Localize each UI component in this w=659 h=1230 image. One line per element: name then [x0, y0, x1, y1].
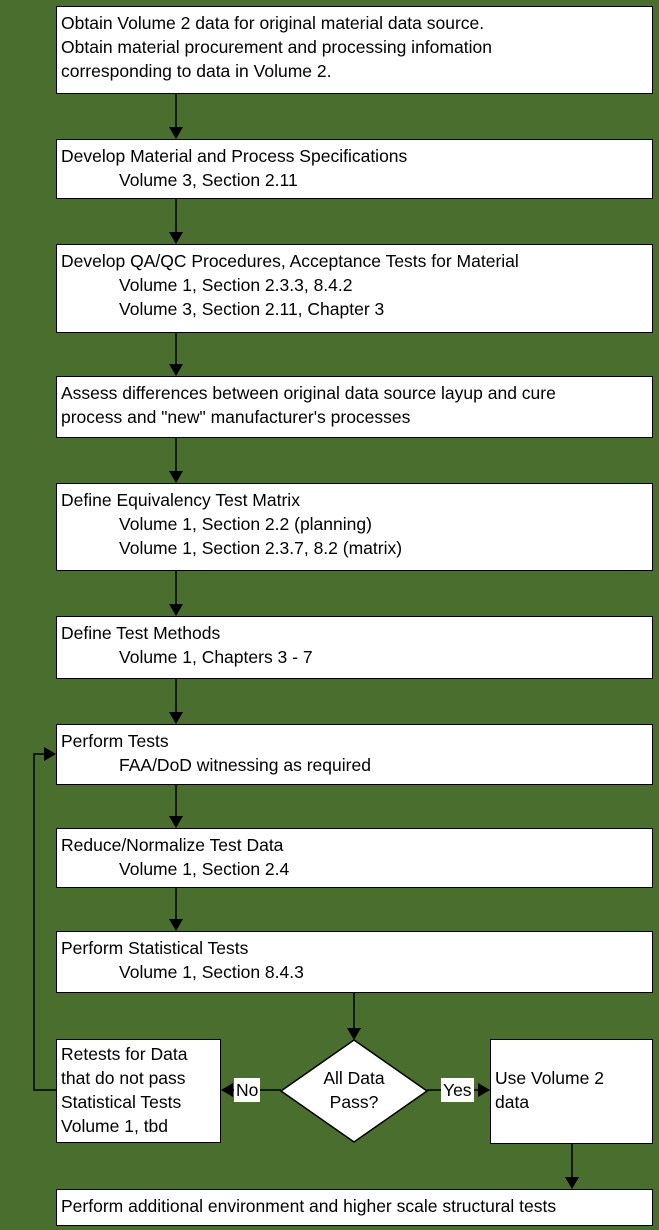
text-line: Use Volume 2: [495, 1068, 604, 1088]
text-line: All Data: [323, 1068, 385, 1088]
step-define-methods: [56, 616, 653, 679]
text-line: process and "new" manufacturer's processes: [61, 407, 411, 427]
step-title: Develop Material and Process Specifications: [61, 146, 408, 166]
text-line: data: [495, 1092, 530, 1112]
text-line: Assess differences between original data source layup and cure: [61, 383, 556, 403]
text-line: Obtain Volume 2 data for original material data source.: [61, 13, 485, 33]
step-perform-tests: [56, 724, 653, 785]
step-reference: Volume 1, Chapters 3 - 7: [119, 647, 313, 667]
decision-label: [300, 1066, 408, 1114]
step-title: Reduce/Normalize Test Data: [61, 835, 284, 855]
step-reference: Volume 1, Section 2.2 (planning): [119, 514, 372, 534]
step-reference: Volume 3, Section 2.11, Chapter 3: [119, 299, 385, 319]
step-title: Perform Tests: [61, 731, 169, 751]
text-line: Retests for Data: [61, 1044, 188, 1064]
step-reference: Volume 1, Section 2.3.7, 8.2 (matrix): [119, 538, 403, 558]
text-line: that do not pass: [61, 1068, 186, 1088]
step-reference: Volume 1, Section 8.4.3: [119, 962, 304, 982]
step-develop-qa: [56, 244, 653, 333]
step-reference: Volume 1, Section 2.3.3, 8.4.2: [119, 275, 353, 295]
text-line: Perform additional environment and higher scale structural tests: [61, 1196, 557, 1216]
step-additional-tests: [56, 1189, 653, 1226]
step-title: Develop QA/QC Procedures, Acceptance Tests for Material: [61, 251, 519, 271]
step-obtain-data: [56, 6, 653, 94]
text-line: Statistical Tests: [61, 1092, 182, 1112]
step-define-matrix: [56, 483, 653, 571]
step-title: Define Equivalency Test Matrix: [61, 490, 300, 510]
yes-label: Yes: [443, 1080, 472, 1100]
step-title: Define Test Methods: [61, 623, 221, 643]
step-retests: [56, 1039, 221, 1143]
text-line: Obtain material procurement and processing infomation: [61, 37, 492, 57]
text-line: Volume 1, tbd: [61, 1116, 169, 1136]
step-reference: FAA/DoD witnessing as required: [119, 755, 371, 775]
text-line: corresponding to data in Volume 2.: [61, 61, 332, 81]
step-develop-specs: [56, 139, 653, 199]
step-use-volume2: [490, 1039, 653, 1144]
loop-back-line: [34, 754, 56, 1090]
text-line: Pass?: [329, 1092, 379, 1112]
step-reduce-data: [56, 828, 653, 888]
step-statistical-tests: [56, 931, 653, 993]
step-reference: Volume 1, Section 2.4: [119, 859, 290, 879]
step-reference: Volume 3, Section 2.11: [119, 170, 298, 190]
step-assess: [56, 376, 653, 438]
step-title: Perform Statistical Tests: [61, 938, 249, 958]
no-label: No: [236, 1080, 259, 1100]
